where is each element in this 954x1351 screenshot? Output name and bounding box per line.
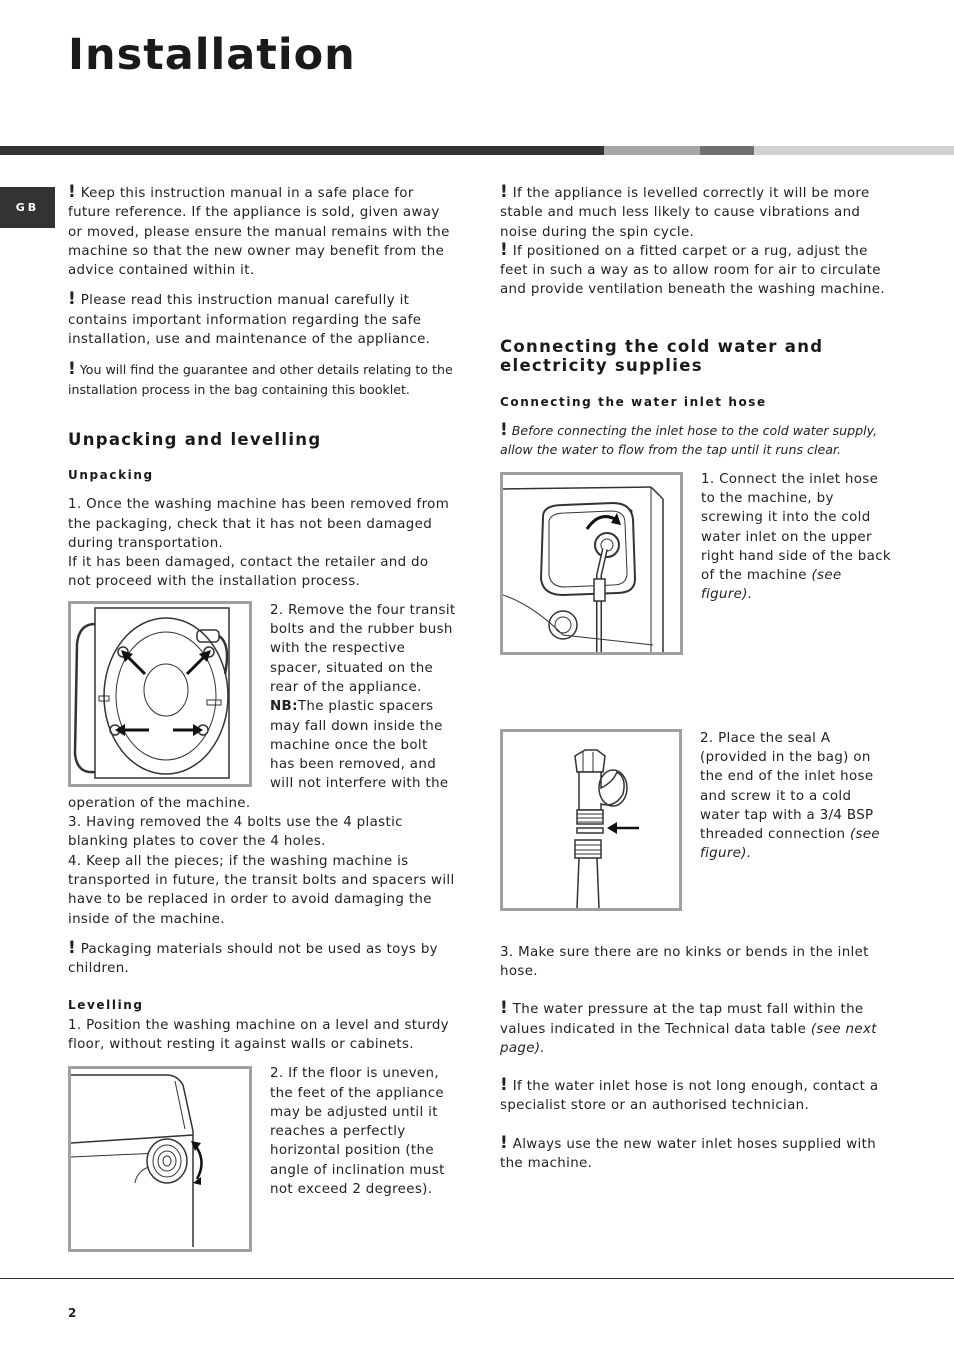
levelling-feet-figure [68,1066,252,1252]
levelling-note: ! If positioned on a fitted carpet or a rug, adjust the feet in such a way as to allow room for air to circulate and provide ventilation beneath the washing machine. [500,239,885,298]
warning-icon: ! [68,182,77,202]
header-rule-segment [700,146,754,155]
page-title: Installation [68,30,356,80]
unpacking-step-2: 2. Remove the four transit bolts and the rubber bush with the respective spacer, situated on the rear of the appliance. [270,602,456,695]
unpacking-step-1: 1. Once the washing machine has been removed from the packaging, check that it has not been damaged during transportation. [68,497,450,551]
subsection-heading: Connecting the water inlet hose [500,394,767,409]
warning-icon: ! [500,239,509,260]
header-rule [0,146,604,155]
inlet-step-3: 3. Make sure there are no kinks or bends in the inlet hose. [500,944,869,979]
subsection-heading: Unpacking [68,467,154,482]
inlet-connection-figure [500,472,683,655]
section-heading: Connecting the cold water and electricity supplies [500,336,824,375]
left-column [68,184,456,1256]
warning-icon: ! [500,1075,509,1096]
pressure-warning: ! The water pressure at the tap must fall within the values indicated in the Technical data table (see next page). [500,998,877,1056]
warning-icon: ! [500,1132,509,1153]
intro-paragraph: ! Please read this instruction manual carefully it contains important information regarding the safe installation, use and maintenance of the appliance. [68,289,431,348]
section-heading: Unpacking and levelling [68,429,322,449]
unpacking-step-4: 4. Keep all the pieces; if the washing machine is transported in future, the transit bolts and spacers will have to be replaced in order to avoid damaging the inside of the machine. [68,853,455,927]
unpacking-step-3: 3. Having removed the 4 bolts use the 4 plastic blanking plates to cover the 4 holes. [68,815,403,850]
warning-icon: ! [68,937,77,958]
intro-paragraph: ! You will find the guarantee and other details relating to the installation process in the bag containing this booklet. [68,359,453,397]
subsection-heading: Levelling [68,998,144,1013]
language-tab: GB [0,187,55,228]
page-number: 2 [68,1306,77,1320]
warning-icon: ! [500,420,508,441]
nb-note: NB:The plastic spacers may fall down inside the machine once the bolt has been removed, and will not interfere with the operation of the machine. [68,699,449,811]
header-rule-segment [754,146,954,155]
seal-tap-figure [500,729,682,911]
footer-rule [0,1278,954,1279]
warning-icon: ! [68,359,76,380]
levelling-note: ! If the appliance is levelled correctly it will be more stable and much less likely to cause vibrations and noise during the spin cycle. [500,182,870,240]
packaging-warning: ! Packaging materials should not be used as toys by children. [68,937,438,977]
hose-length-warning: ! If the water inlet hose is not long enough, contact a specialist store or an authorised technician. [500,1075,879,1114]
header-rule-segment [604,146,700,155]
intro-paragraph: ! Keep this instruction manual in a safe place for future reference. If the appliance is sold, given away or moved, please ensure the manual remains with the machine so that the new owner may benefit from the advice contained within it. [68,182,450,279]
new-hose-warning: ! Always use the new water inlet hoses supplied with the machine. [500,1132,877,1172]
inlet-step-2: 2. Place the seal A (provided in the bag) on the end of the inlet hose and screw it to a cold water tap with a 3/4 BSP threaded connection (see figure). [700,730,881,862]
levelling-step-1: 1. Position the washing machine on a level and sturdy floor, without resting it against walls or cabinets. [68,1017,449,1052]
inlet-warning: ! Before connecting the inlet hose to the cold water supply, allow the water to flow from the tap until it runs clear. [500,420,878,458]
transit-bolts-figure [68,601,252,787]
inlet-step-1: 1. Connect the inlet hose to the machine, by screwing it into the cold water inlet on the upper right hand side of the back of the machine (see figure). [701,471,892,603]
warning-icon: ! [500,182,509,202]
unpacking-step-1-note: If it has been damaged, contact the retailer and do not proceed with the installation process. [68,555,429,590]
warning-icon: ! [500,998,509,1019]
levelling-step-2: 2. If the floor is uneven, the feet of the appliance may be adjusted until it reaches a perfectly horizontal position (the angle of inclination must not exceed 2 degrees). [270,1066,445,1198]
warning-icon: ! [68,289,77,310]
right-column [500,184,892,1173]
